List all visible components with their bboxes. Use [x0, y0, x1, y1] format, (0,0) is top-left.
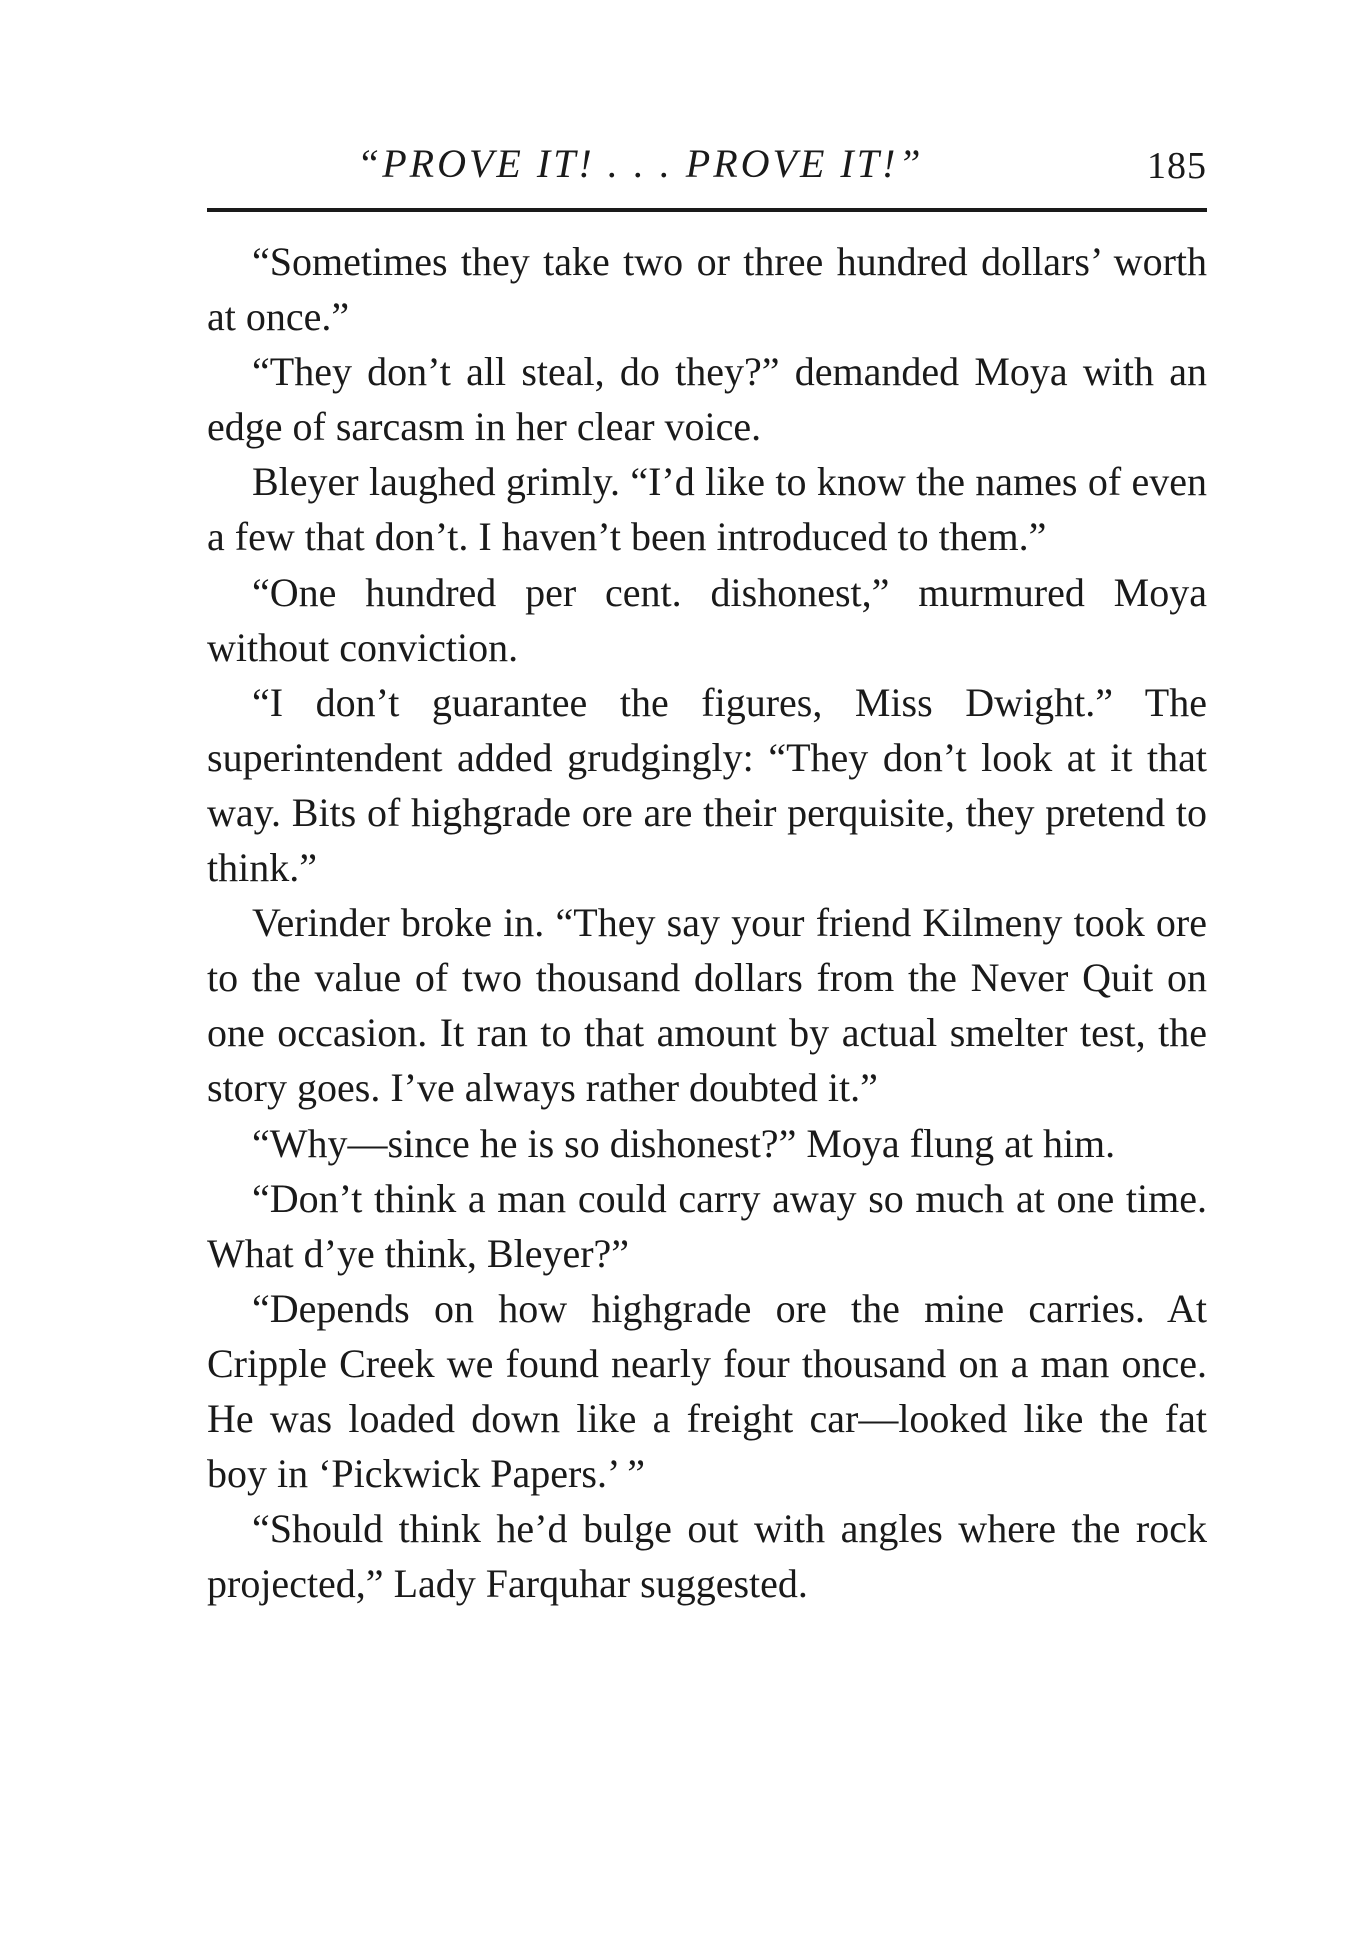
paragraph: Bleyer laughed grimly. “I’d like to know the names of even a few that don’t. I haven’t been introduced to them.”: [207, 459, 1207, 560]
running-title: “PROVE IT! . . . PROVE IT!”: [357, 141, 924, 186]
paragraph: “Depends on how highgrade ore the mine carries. At Cripple Creek we found nearly four thousand on a man once. He was loaded down like a freight car—looked like the fat boy in ‘Pickwick Papers.’ ”: [207, 1285, 1207, 1497]
paragraph: “I don’t guarantee the figures, Miss Dwight.” The superintendent added grudgingly: “They don’t look at it that way. Bits of highgrade ore are their perquisite, they pretend to think.”: [207, 679, 1207, 891]
paragraph: Verinder broke in. “They say your friend Kilmeny took ore to the value of two thousand dollars from the Never Quit on one occasion. It ran to that amount by actual smelter test, the story goes. I’ve always rather doubted it.”: [207, 900, 1207, 1111]
paragraph: “Why—since he is so dishonest?” Moya flung at him.: [252, 1120, 1116, 1166]
body-text: [207, 234, 1207, 1611]
paragraph: “They don’t all steal, do they?” demanded Moya with an edge of sarcasm in her clear voice.: [207, 349, 1207, 450]
book-page: [207, 140, 1207, 1611]
page-number: 185: [1147, 145, 1207, 187]
paragraph: “Should think he’d bulge out with angles where the rock projected,” Lady Farquhar suggested.: [207, 1506, 1207, 1607]
header-rule: [207, 208, 1207, 212]
paragraph: “One hundred per cent. dishonest,” murmured Moya without conviction.: [207, 569, 1207, 670]
paragraph: “Sometimes they take two or three hundred dollars’ worth at once.”: [207, 239, 1207, 340]
paragraph: “Don’t think a man could carry away so much at one time. What d’ye think, Bleyer?”: [207, 1175, 1207, 1276]
running-head: [207, 140, 1207, 202]
